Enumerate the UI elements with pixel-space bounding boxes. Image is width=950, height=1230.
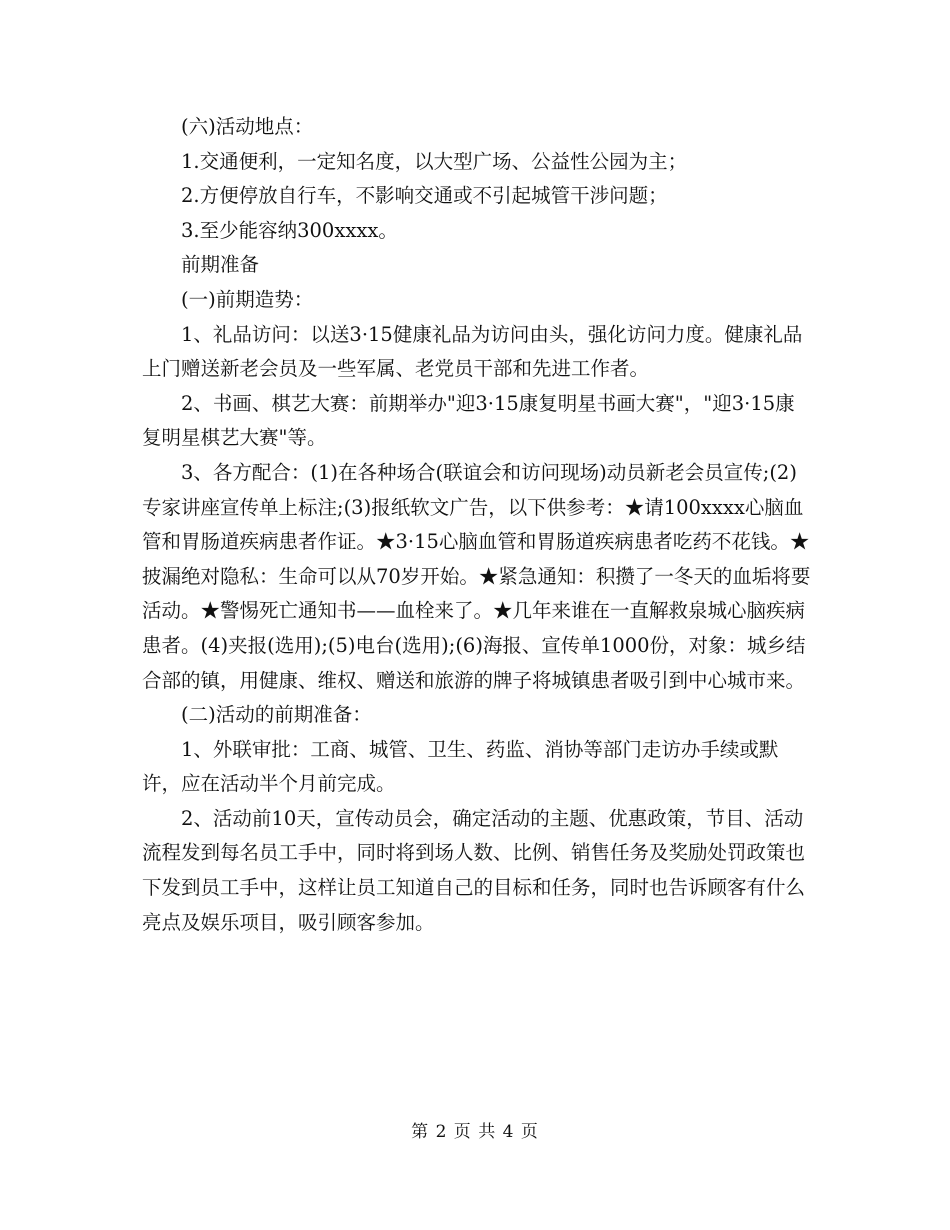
subsection-heading-promotion: (一)前期造势： [181, 287, 314, 311]
paragraph-mobilization: 2、活动前10天，宣传动员会，确定活动的主题、优惠政策，节目、活动流程发到每名员工手中，同时将到场人数、比例、销售任务及奖励处罚政策也下发到员工手中，这样让员工知道自己的目标和任务，同时也告诉顾客有什么亮点及娱乐项目，吸引顾客参加。 [142, 806, 806, 934]
paragraph-contest: 2、书画、棋艺大赛：前期举办"迎3·15康复明星书画大赛"，"迎3·15康复明星棋艺大赛"等。 [142, 391, 795, 450]
paragraph-cooperation: 3、各方配合：(1)在各种场合(联谊会和访问现场)动员新老会员宣传;(2)专家讲座宣传单上标注;(3)报纸软文广告，以下供参考：★请100xxxx心脑血管和胃肠道疾病患者作证。★3·15心脑血管和胃肠道疾病患者吃药不花钱。★披漏绝对隐私：生命可以从70岁开始。★紧急通知：积攒了一冬天的血垢将要活动。★警惕死亡通知书——血栓来了。★几年来谁在一直解救泉城心脑疾病患者。(4)夹报(选用);(5)电台(选用);(6)海报、宣传单1000份，对象：城乡结合部的镇，用健康、维权、赠送和旅游的牌子将城镇患者吸引到中心城市来。 [142, 460, 811, 692]
paragraph-location-2: 2.方便停放自行车，不影响交通或不引起城管干涉问题； [181, 184, 668, 208]
document-body [142, 110, 812, 940]
paragraph-location-3: 3.至少能容纳300xxxx。 [181, 218, 398, 242]
paragraph-approval: 1、外联审批：工商、城管、卫生、药监、消协等部门走访办手续或默许，应在活动半个月前完成。 [142, 737, 779, 796]
paragraph-location-1: 1.交通便利，一定知名度，以大型广场、公益性公园为主； [181, 149, 688, 173]
section-heading-preparation: 前期准备 [181, 253, 260, 277]
section-heading-location: (六)活动地点： [181, 115, 314, 138]
page-number-footer: 第 2 页 共 4 页 [411, 1122, 539, 1142]
subsection-heading-early-prep: (二)活动的前期准备： [181, 703, 372, 727]
paragraph-gift-visit: 1、礼品访问：以送3·15健康礼品为访问由头，强化访问力度。健康礼品上门赠送新老会员及一些军属、老党员干部和先进工作者。 [142, 322, 803, 381]
